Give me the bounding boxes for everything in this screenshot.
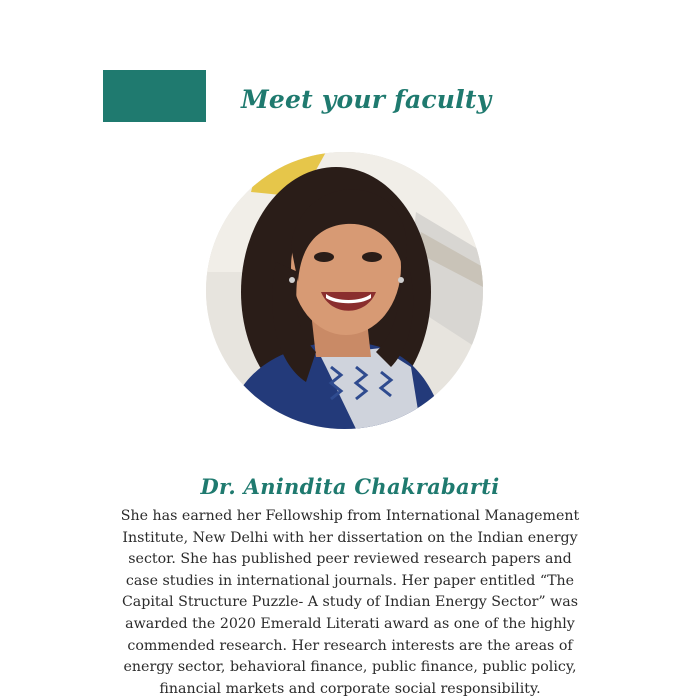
accent-block	[103, 70, 206, 122]
page-title: Meet your faculty	[241, 85, 492, 114]
faculty-name: Dr. Anindita Chakrabarti	[200, 474, 500, 499]
faculty-bio: She has earned her Fellowship from International Management Institute, New Delhi with her dissertation on the Indian energy sector. She has published peer reviewed research papers and case studies in international journals. Her paper entitled “The Capital Structure Puzzle- A study of Indian Energy Sector” was awarded the 2020 Emerald Literati award as one of the highly commended research. Her research interests are the areas of energy sector, behavioral finance, public finance, public policy, financial markets and corporate social responsibility.	[120, 508, 580, 697]
portrait-illustration	[206, 152, 483, 429]
faculty-photo	[206, 152, 483, 429]
